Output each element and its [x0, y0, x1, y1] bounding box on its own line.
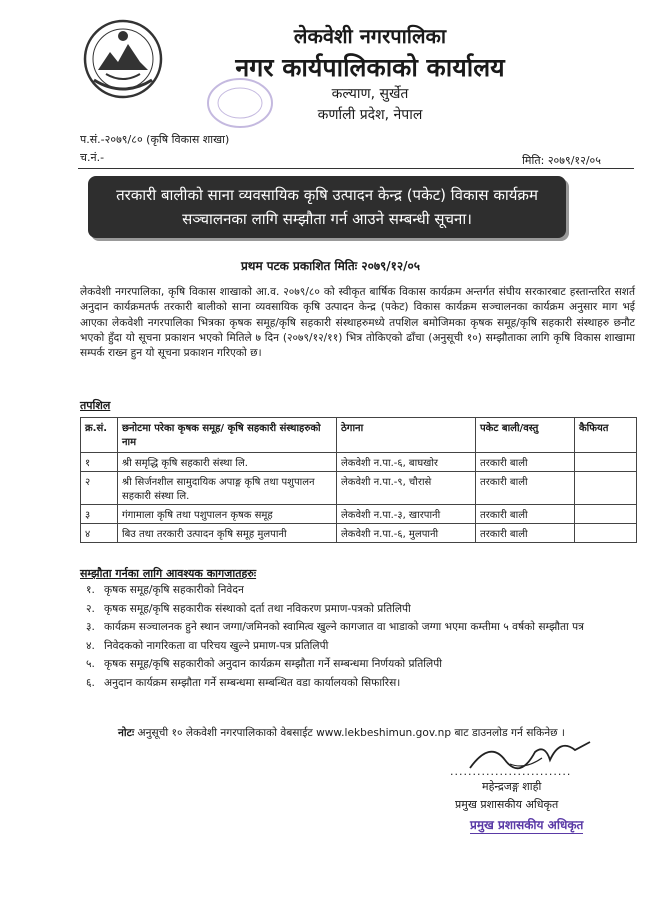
- docs-title: सम्झौता गर्नका लागि आवश्यक कागजातहरुः: [80, 567, 257, 580]
- cell-pocket-crop: तरकारी बाली: [476, 505, 575, 524]
- table-row: [81, 472, 637, 505]
- col-pocket-crop: पकेट बाली/वस्तु: [476, 418, 575, 453]
- table-header-row: [81, 418, 637, 453]
- office-location: कल्याण, सुर्खेत: [331, 86, 409, 102]
- item-number: ३.: [86, 621, 95, 633]
- notice-title-line2: सञ्चालनका लागि सम्झौता गर्न आउने सम्बन्धी सूचना।: [182, 210, 472, 228]
- cell-remarks: [575, 505, 637, 524]
- list-item: [86, 620, 636, 636]
- cell-group-name: श्री सिर्जनशील सामुदायिक अपाङ्ग कृषि तथा पशुपालन सहकारी संस्था लि.: [118, 472, 337, 505]
- cell-sn: ३: [81, 505, 118, 524]
- cell-remarks: [575, 524, 637, 543]
- list-item: [86, 639, 636, 655]
- cell-pocket-crop: तरकारी बाली: [476, 453, 575, 472]
- item-number: ४.: [86, 639, 95, 652]
- signatory-title: प्रमुख प्रशासकीय अधिकृत: [455, 798, 559, 811]
- cell-remarks: [575, 453, 637, 472]
- cell-pocket-crop: तरकारी बाली: [476, 524, 575, 543]
- notice-title-line1: तरकारी बालीको साना व्यवसायिक कृषि उत्पादन केन्द्र (पकेट) विकास कार्यक्रम: [116, 186, 538, 204]
- municipality-name: लेकवेशी नगरपालिका: [293, 24, 447, 48]
- col-address: ठेगाना: [337, 418, 476, 453]
- note-label: नोटः: [118, 727, 135, 739]
- cell-sn: २: [81, 472, 118, 505]
- item-number: ६.: [86, 676, 95, 689]
- province-name: कर्णाली प्रदेश, नेपाल: [317, 107, 423, 123]
- cell-address: लेकवेशी न.पा.-६, मुलपानी: [337, 524, 476, 543]
- item-text: कृषक समूह/कृषि सहकारीको अनुदान कार्यक्रम सम्झौता गर्ने सम्बन्धमा निर्णयको प्रतिलिपी: [104, 658, 442, 670]
- official-stamp: प्रमुख प्रशासकीय अधिकृत: [470, 818, 584, 832]
- item-text: कृषक समूह/कृषि सहकारीक संस्थाको दर्ता तथा नविकरण प्रमाण-पत्रको प्रतिलिपी: [104, 602, 411, 615]
- signature-line: ...........................: [450, 765, 572, 778]
- nepal-emblem-icon: [82, 18, 164, 100]
- cell-pocket-crop: तरकारी बाली: [476, 472, 575, 505]
- table-row: [81, 453, 637, 472]
- item-number: २.: [86, 602, 95, 615]
- notice-title-banner: [88, 176, 566, 238]
- cell-address: लेकवेशी न.पा.-९, चौरासे: [337, 472, 476, 505]
- item-text: कार्यक्रम सञ्चालनक हुने स्थान जग्गा/जमिनको स्वामित्व खुल्ने कागजात वा भाडाको जग्गा भएमा कम्तीमा ५ वर्षको सम्झौता पत्र: [104, 621, 584, 633]
- reference-number: प.सं.-२०७९/८० (कृषि विकास शाखा): [80, 133, 230, 146]
- item-number: ५.: [86, 658, 95, 670]
- list-item: [86, 657, 636, 673]
- note-text: अनुसूची १० लेकवेशी नगरपालिकाको वेबसाईट www.lekbeshimun.gov.np बाट डाउनलोड गर्न सकिनेछ ।: [137, 727, 565, 739]
- required-docs-list: [80, 583, 636, 694]
- list-item: [86, 583, 636, 599]
- col-sn: क्र.सं.: [81, 418, 118, 453]
- office-name: नगर कार्यपालिकाको कार्यालय: [235, 53, 505, 82]
- item-number: १.: [86, 584, 95, 596]
- cell-address: लेकवेशी न.पा.-३, खारपानी: [337, 505, 476, 524]
- cell-sn: ४: [81, 524, 118, 543]
- item-text: निवेदकको नागरिकता वा परिचय खुल्ने प्रमाण-पत्र प्रतिलिपी: [104, 639, 329, 652]
- cell-sn: १: [81, 453, 118, 472]
- dispatch-number: च.नं.-: [80, 151, 105, 164]
- cell-group-name: श्री समृद्धि कृषि सहकारी संस्था लि.: [118, 453, 337, 472]
- notice-date: मिति: २०७९/१२/०५: [522, 154, 601, 167]
- table-row: [81, 524, 637, 543]
- notice-body: लेकवेशी नगरपालिका, कृषि विकास शाखाको आ.व. २०७९/८० को स्वीकृत बार्षिक विकास कार्यक्रम अन्तर्गत संघीय सरकारबाट हस्तान्तरित सशर्त अनुदान कार्यक्रमतर्फ तरकारी बालीको साना व्यवसायिक कृषि उत्पादन केन्द्र (पकेट) विकास कार्यक्रम सञ्चालनका कार्यक्रम अनुसार माग भई आएका लेकवेशी नगरपालिका भित्रका कृषक समूह/कृषि सहकारी संस्थाहरुमध्ये तपशिल बमोजिमका कृषक समूह/कृषि सहकारी संस्थाहरु छनौट भएको हुँदा यो सूचना प्रकाशन भएको मितिले ७ दिन (२०७९/१२/११) भित्र तोकिएको ढाँचा (अनुसूची १०) सम्झौताका लागि कृषि विकास शाखामा सम्पर्क राख्न हुन यो सूचना प्रकाशन गरिएको छ।: [80, 286, 635, 360]
- cell-group-name: बिउ तथा तरकारी उत्पादन कृषि समूह मुलपानी: [118, 524, 337, 543]
- cell-remarks: [575, 472, 637, 505]
- table-title: तपशिल: [80, 399, 111, 412]
- cell-address: लेकवेशी न.पा.-६, बाघखोर: [337, 453, 476, 472]
- published-date: प्रथम पटक प्रकाशित मितिः २०७९/१२/०५: [240, 259, 421, 273]
- col-remarks: कैफियत: [575, 418, 637, 453]
- header-divider: [78, 168, 634, 169]
- list-item: [86, 676, 636, 692]
- item-text: अनुदान कार्यक्रम सम्झौता गर्ने सम्बन्धमा सम्बन्धित वडा कार्यालयको सिफारिस।: [104, 676, 401, 689]
- signatory-name: महेन्द्रजङ्ग शाही: [482, 780, 542, 793]
- col-group-name: छनोटमा परेका कृषक समूह/ कृषि सहकारी संस्थाहरुको नाम: [118, 418, 337, 453]
- selected-groups-table: [80, 417, 637, 543]
- item-text: कृषक समूह/कृषि सहकारीको निवेदन: [104, 584, 244, 596]
- list-item: [86, 602, 636, 618]
- table-row: [81, 505, 637, 524]
- cell-group-name: गंगामाला कृषि तथा पशुपालन कृषक समूह: [118, 505, 337, 524]
